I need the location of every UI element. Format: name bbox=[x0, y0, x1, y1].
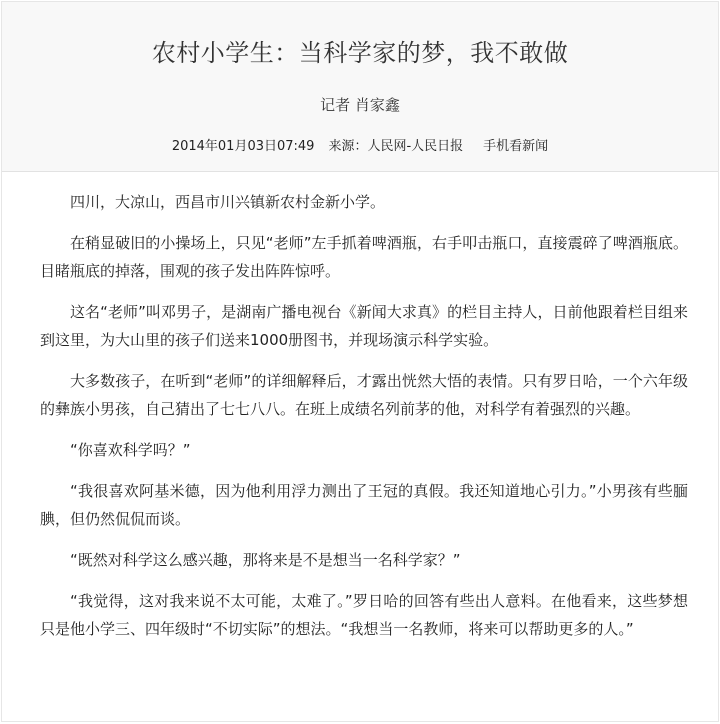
paragraph: “既然对科学这么感兴趣，那将来是不是想当一名科学家？” bbox=[70, 551, 461, 569]
publish-date: 2014年01月03日07:49 bbox=[171, 139, 315, 154]
paragraph: “你喜欢科学吗？” bbox=[70, 441, 191, 459]
article-header bbox=[2, 2, 718, 172]
mobile-news-link[interactable]: 手机看新闻 bbox=[483, 139, 549, 154]
article-title: 农村小学生：当科学家的梦，我不敢做 bbox=[151, 39, 569, 67]
article-page bbox=[1, 1, 719, 722]
paragraph: “我觉得，这对我来说不太可能，太难了。”罗日哈的回答有些出人意料。在他看来，这些梦想只是他小学三、四年级时“不切实际”的想法。“我想当一名教师，将来可以帮助更多的人。” bbox=[40, 592, 688, 638]
article-body bbox=[2, 172, 718, 643]
paragraph: 大多数孩子，在听到“老师”的详细解释后，才露出恍然大悟的表情。只有罗日哈，一个六年级的彝族小男孩，自己猜出了七七八八。在班上成绩名列前茅的他，对科学有着强烈的兴趣。 bbox=[40, 372, 688, 418]
article-meta bbox=[2, 138, 718, 156]
paragraph: 这名“老师”叫邓男子，是湖南广播电视台《新闻大求真》的栏目主持人，日前他跟着栏目组来到这里，为大山里的孩子们送来1000册图书，并现场演示科学实验。 bbox=[40, 303, 688, 349]
article-author: 记者 肖家鑫 bbox=[320, 96, 400, 114]
source-label: 来源： bbox=[328, 139, 368, 154]
source-link[interactable]: 人民网-人民日报 bbox=[367, 139, 464, 154]
paragraph: “我很喜欢阿基米德，因为他利用浮力测出了王冠的真假。我还知道地心引力。”小男孩有些腼腆，但仍然侃侃而谈。 bbox=[40, 482, 688, 528]
paragraph: 在稍显破旧的小操场上，只见“老师”左手抓着啤酒瓶，右手叩击瓶口，直接震碎了啤酒瓶底。目睹瓶底的掉落，围观的孩子发出阵阵惊呼。 bbox=[40, 234, 688, 280]
paragraph: 四川，大凉山，西昌市川兴镇新农村金新小学。 bbox=[70, 193, 386, 211]
